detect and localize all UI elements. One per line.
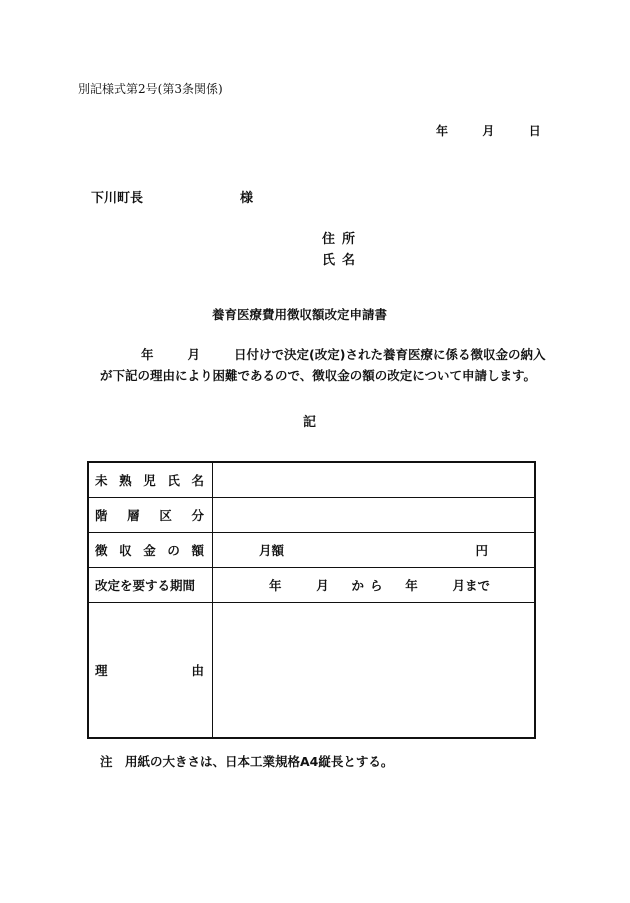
body-text-line-1 — [141, 345, 545, 363]
label-char: 児 — [143, 473, 156, 488]
label-char: 収 — [119, 543, 132, 558]
label-char: 名 — [191, 473, 204, 488]
date-line — [436, 122, 541, 139]
applicant-name-label: 氏名 — [322, 253, 363, 268]
footer-note: 注 用紙の大きさは、日本工業規格A4縦長とする。 — [100, 754, 394, 769]
label-char: 氏 — [167, 473, 180, 488]
period-field[interactable] — [213, 568, 536, 603]
body-year-label: 年 — [141, 347, 154, 362]
label-char: 未 — [95, 473, 108, 488]
date-month-label: 月 — [482, 124, 495, 138]
label-char: 分 — [191, 508, 204, 523]
addressee-honorific: 様 — [240, 191, 254, 206]
period-from: から — [351, 578, 389, 593]
label-char: 金 — [143, 543, 156, 558]
application-detail-table — [87, 461, 536, 739]
fee-yen-unit: 円 — [475, 543, 488, 558]
form-number-label: 別記様式第2号(第3条関係) — [78, 82, 223, 96]
applicant-address-label: 住所 — [322, 232, 363, 247]
label-char: 徴 — [95, 543, 108, 558]
reason-label — [88, 603, 213, 739]
fee-label — [88, 533, 213, 568]
label-char: 区 — [159, 508, 172, 523]
body-line-1-text: 日付けで決定(改定)された養育医療に係る徴収金の納入 — [234, 347, 546, 362]
tier-field[interactable] — [213, 498, 536, 533]
period-month1: 月 — [316, 578, 329, 593]
table-row-period — [88, 568, 535, 603]
body-text-line-2: が下記の理由により困難であるので、徴収金の額の改定について申請します。 — [100, 368, 537, 383]
document-title: 養育医療費用徴収額改定申請書 — [212, 307, 388, 322]
label-char: の — [167, 543, 180, 558]
label-char: 層 — [127, 508, 140, 523]
child-name-field[interactable] — [213, 462, 536, 498]
label-char: 熟 — [119, 473, 132, 488]
body-month-label: 月 — [187, 347, 201, 362]
addressee-name: 下川町長 — [91, 191, 144, 206]
table-row-child-name — [88, 462, 535, 498]
date-year-label: 年 — [436, 124, 449, 138]
period-year2: 年 — [405, 578, 418, 593]
label-char: 由 — [191, 663, 204, 678]
table-row-tier — [88, 498, 535, 533]
label-char: 額 — [191, 543, 204, 558]
fee-field[interactable] — [213, 533, 536, 568]
period-label: 改定を要する期間 — [88, 568, 213, 603]
fee-monthly-prefix: 月額 — [259, 543, 285, 558]
date-day-label: 日 — [528, 124, 541, 138]
ki-heading: 記 — [303, 415, 317, 430]
tier-label — [88, 498, 213, 533]
table-row-reason — [88, 603, 535, 739]
label-char: 階 — [95, 508, 108, 523]
label-char: 理 — [95, 663, 108, 678]
reason-field[interactable] — [213, 603, 536, 739]
period-year1: 年 — [269, 578, 282, 593]
child-name-label — [88, 462, 213, 498]
period-month2: 月まで — [452, 578, 490, 593]
table-row-fee — [88, 533, 535, 568]
